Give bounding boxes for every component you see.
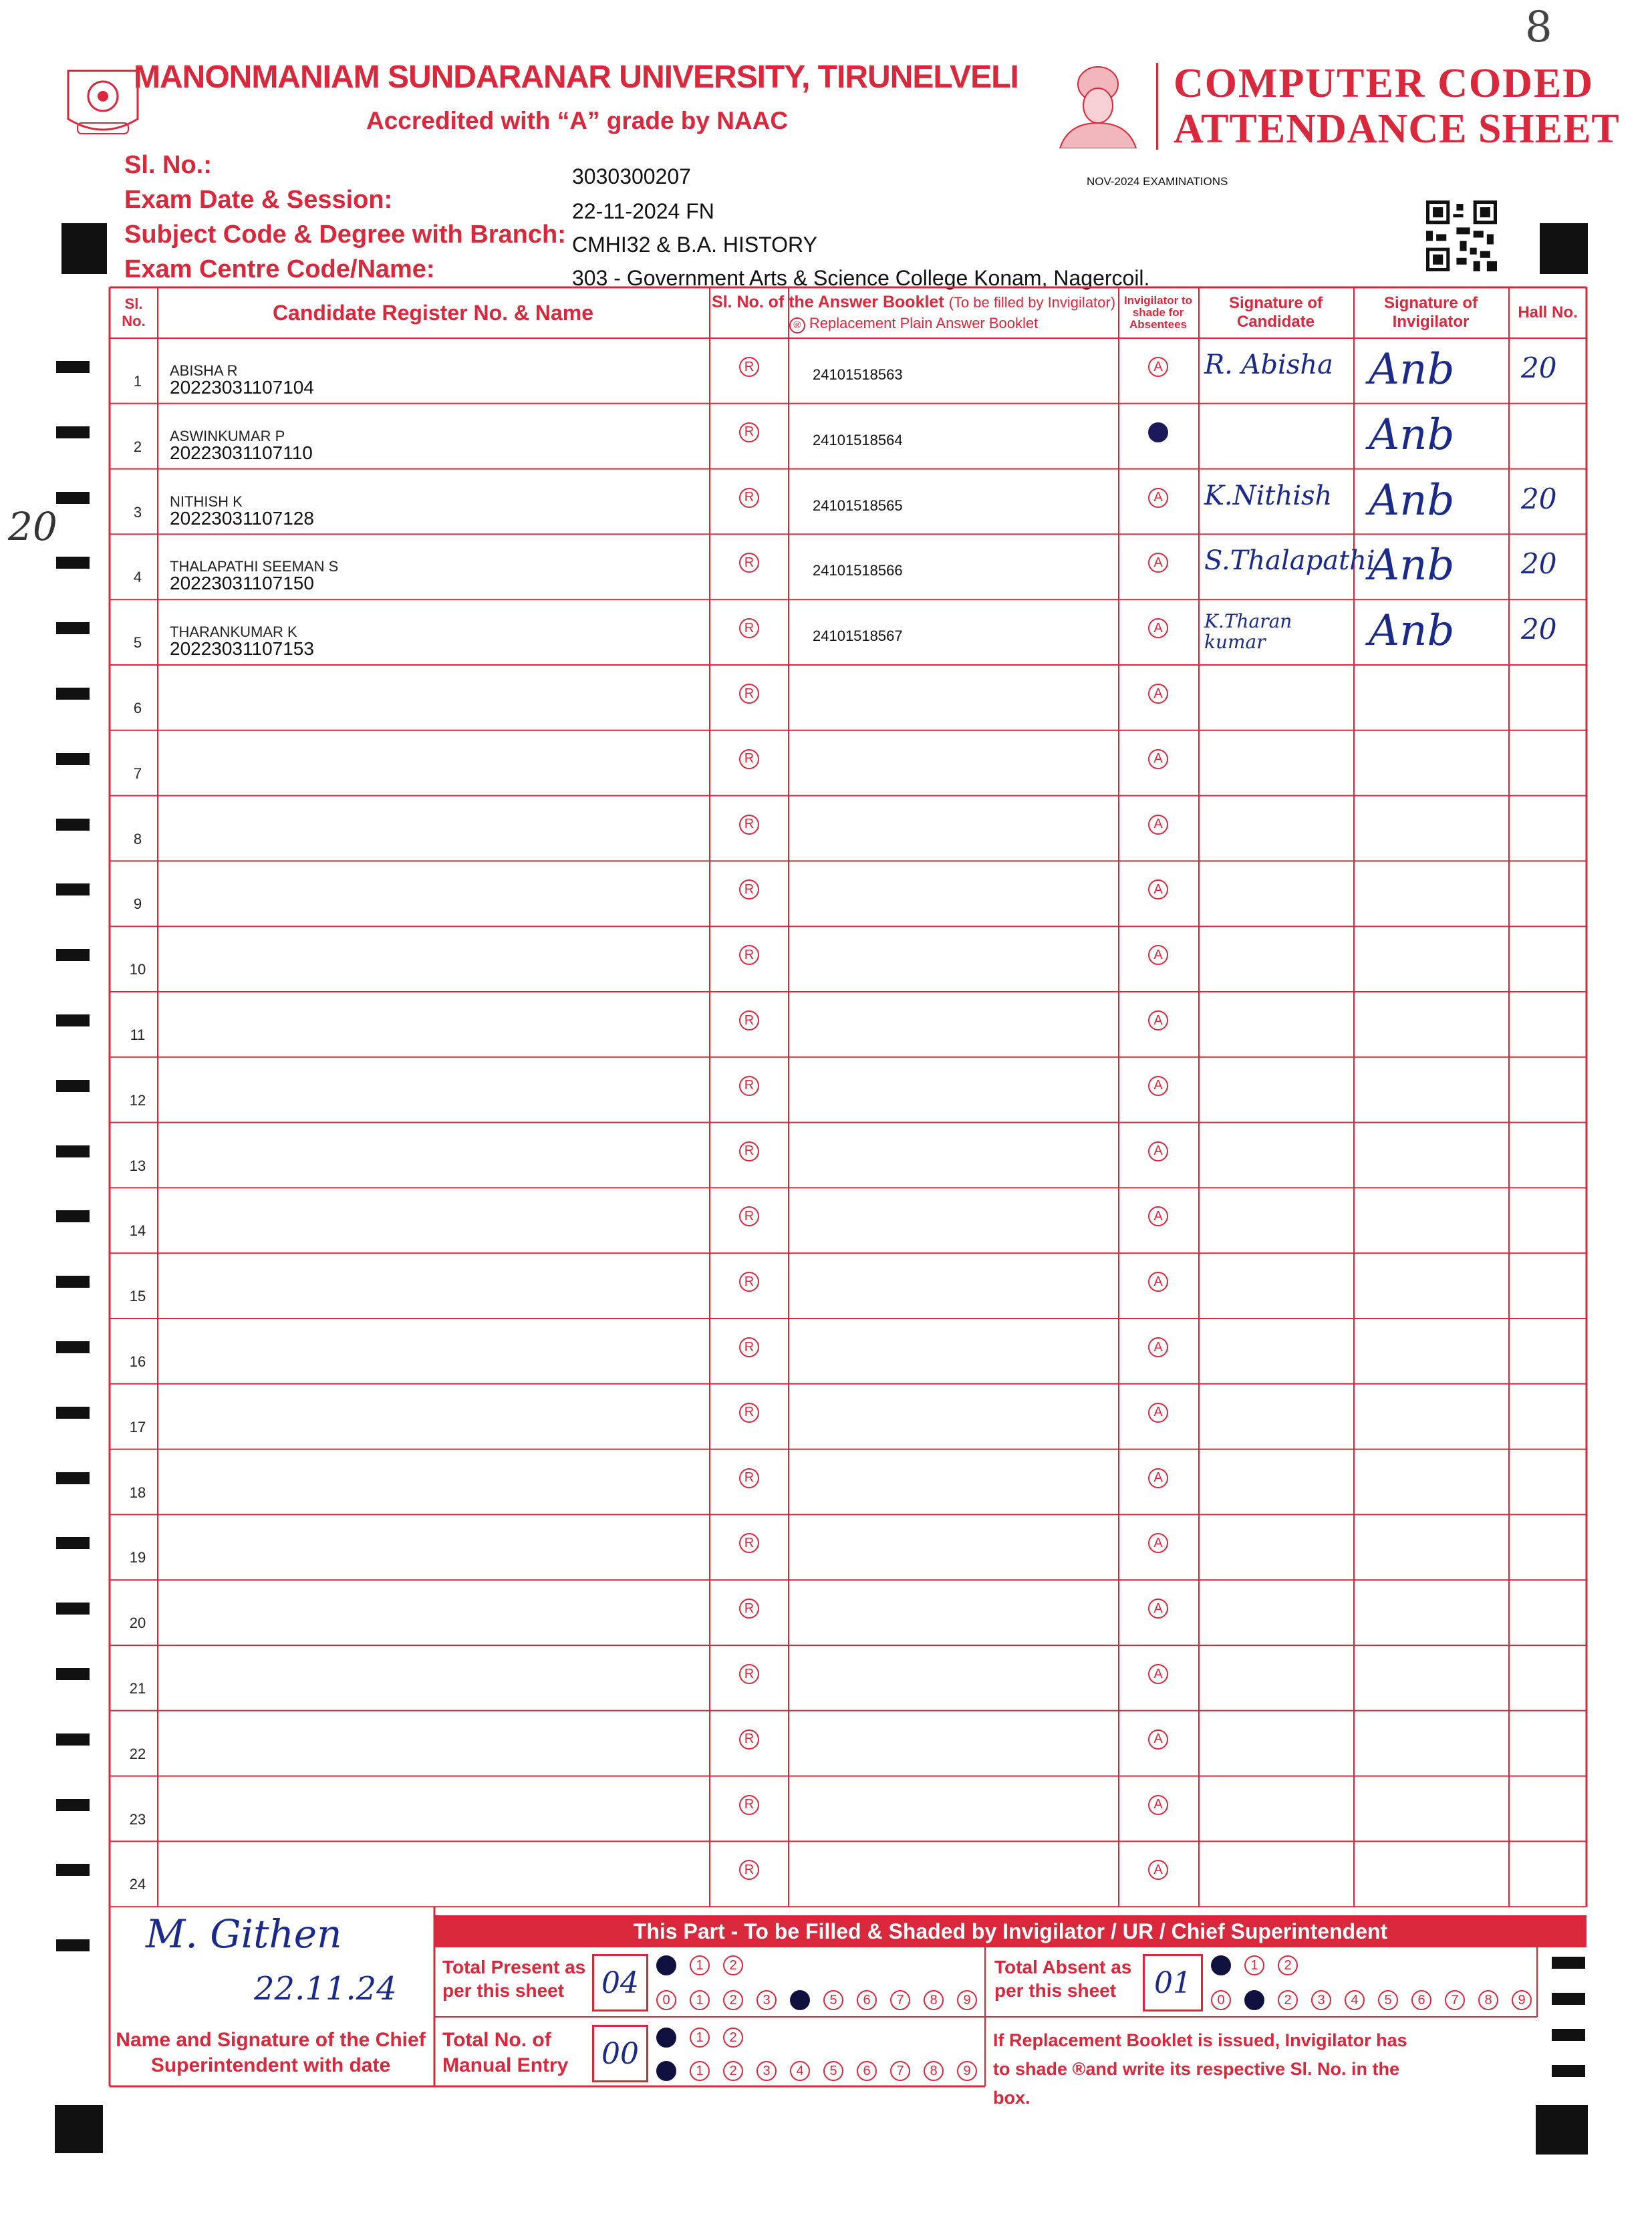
absentee-bubble[interactable]: A — [1148, 1141, 1168, 1161]
replacement-booklet-bubble[interactable]: R — [739, 879, 759, 899]
total-absent-label: Total Absent as per this sheet — [994, 1957, 1132, 2001]
row-number: 17 — [129, 1418, 146, 1435]
absentee-bubble[interactable]: A — [1148, 815, 1168, 835]
absentee-bubble[interactable]: A — [1148, 1860, 1168, 1880]
sheet-title-line1: COMPUTER CODED — [1174, 61, 1595, 106]
answer-booklet-no[interactable]: 24101518565 — [813, 497, 903, 514]
total-present-label: Total Present as per this sheet — [442, 1957, 586, 2001]
manual-units-bubble-2[interactable]: 2 — [723, 2061, 743, 2081]
present-units-bubble-1[interactable]: 1 — [690, 1990, 710, 2010]
absentee-bubble[interactable]: A — [1148, 618, 1168, 638]
row-number: 21 — [129, 1680, 146, 1697]
absentee-bubble[interactable]: A — [1148, 1076, 1168, 1096]
manual-units-bubble-0[interactable]: 0 — [656, 2061, 676, 2081]
manual-units-bubble-1[interactable]: 1 — [690, 2061, 710, 2081]
absent-units-bubble-6[interactable]: 6 — [1411, 1990, 1431, 2010]
replacement-booklet-bubble[interactable]: R — [739, 1468, 759, 1488]
header-booklet — [710, 289, 1117, 337]
chief-signature-date: 22.11.24 — [254, 1970, 397, 2007]
row-number: 11 — [130, 1026, 146, 1043]
row-number: 1 — [133, 373, 142, 390]
row-number: 20 — [129, 1615, 146, 1632]
header-sig-candidate: Signature of Candidate — [1228, 294, 1323, 331]
total-absent-box[interactable] — [1143, 1954, 1203, 2012]
manual-tens-bubble-2[interactable]: 2 — [723, 2028, 743, 2048]
subject-code-value: CMHI32 & B.A. HISTORY — [572, 233, 817, 257]
replacement-booklet-bubble[interactable]: R — [739, 1729, 759, 1750]
candidate-signature: K.Nithish — [1204, 480, 1333, 511]
registered-r-icon: ® — [789, 317, 805, 333]
replacement-booklet-bubble[interactable]: R — [739, 1141, 759, 1161]
replacement-booklet-bubble[interactable]: R — [739, 1795, 759, 1815]
chief-superintendent-label: Name and Signature of the Chief Superintendent with date — [116, 2029, 426, 2076]
candidate-register-no: 20223031107128 — [170, 507, 314, 529]
candidate-name: ABISHA R — [170, 362, 238, 379]
absentee-bubble[interactable]: A — [1148, 1795, 1168, 1815]
candidate-name: ASWINKUMAR P — [170, 427, 285, 444]
exam-date-label: Exam Date & Session: — [124, 186, 393, 214]
row-number: 8 — [133, 830, 142, 847]
answer-booklet-no[interactable]: 24101518566 — [813, 562, 903, 579]
invigilator-signature: Anb — [1369, 475, 1455, 525]
candidate-register-no: 20223031107153 — [170, 638, 314, 660]
present-units-bubble-0[interactable]: 0 — [656, 1990, 676, 2010]
absent-units-bubble-2[interactable]: 2 — [1278, 1990, 1298, 2010]
row-number: 14 — [129, 1222, 146, 1240]
present-units-bubble-5[interactable]: 5 — [823, 1990, 843, 2010]
manual-units-bubble-6[interactable]: 6 — [857, 2061, 877, 2081]
absentee-bubble[interactable]: A — [1148, 1468, 1168, 1488]
replacement-booklet-bubble[interactable]: R — [739, 422, 759, 442]
replacement-booklet-bubble[interactable]: R — [739, 553, 759, 573]
subject-code-label: Subject Code & Degree with Branch: — [124, 221, 566, 249]
replacement-note: If Replacement Booklet is issued, Invigilator has to shade ®and write its respective Sl. No. in the box. — [993, 2030, 1407, 2108]
row-number: 13 — [129, 1157, 146, 1174]
header-booklet-note: (To be filled by Invigilator) — [948, 294, 1116, 311]
replacement-booklet-bubble[interactable]: R — [739, 1664, 759, 1684]
answer-booklet-no[interactable]: 24101518567 — [813, 628, 903, 645]
absent-units-bubble-7[interactable]: 7 — [1445, 1990, 1465, 2010]
header-booklet-main: Sl. No. of the Answer Booklet — [711, 293, 944, 311]
absentee-bubble[interactable]: A — [1148, 1533, 1168, 1553]
row-number: 4 — [133, 569, 142, 586]
absentee-bubble[interactable]: A — [1148, 488, 1168, 508]
present-units-bubble-6[interactable]: 6 — [857, 1990, 877, 2010]
absentee-bubble[interactable]: A — [1148, 357, 1168, 377]
accreditation-text: Accredited with “A” grade by NAAC — [366, 107, 789, 134]
row-number: 10 — [129, 961, 146, 978]
replacement-booklet-bubble[interactable]: R — [739, 1599, 759, 1619]
present-tens-bubble-0[interactable]: 0 — [656, 1955, 676, 1975]
present-units-bubble-8[interactable]: 8 — [924, 1990, 944, 2010]
absentee-bubble[interactable]: A — [1148, 1664, 1168, 1684]
total-absent-value: 01 — [1154, 1965, 1192, 2000]
present-units-bubble-7[interactable]: 7 — [890, 1990, 910, 2010]
replacement-booklet-bubble[interactable]: R — [739, 488, 759, 508]
row-number: 24 — [129, 1876, 146, 1893]
manual-units-bubble-7[interactable]: 7 — [890, 2061, 910, 2081]
row-number: 9 — [133, 895, 142, 913]
row-number: 23 — [129, 1810, 146, 1828]
header-hall-no: Hall No. — [1518, 303, 1578, 321]
manual-entry-value: 00 — [601, 2036, 639, 2071]
manual-units-bubble-3[interactable]: 3 — [756, 2061, 777, 2081]
absentee-bubble[interactable]: A — [1148, 1599, 1168, 1619]
corner-page-mark: 8 — [1525, 3, 1552, 52]
chief-signature-name: M. Githen — [146, 1911, 342, 1957]
university-name: MANONMANIAM SUNDARANAR UNIVERSITY, TIRUNELVELI — [134, 59, 1018, 95]
absentee-bubble[interactable]: A — [1148, 945, 1168, 965]
absentee-bubble[interactable]: A — [1148, 1010, 1168, 1030]
footer-banner-text: This Part - To be Filled & Shaded by Invigilator / UR / Chief Superintendent — [633, 1919, 1388, 1943]
header-booklet-sub: Replacement Plain Answer Booklet — [809, 315, 1039, 331]
absent-units-bubble-0[interactable]: 0 — [1211, 1990, 1231, 2010]
absent-units-bubble-3[interactable]: 3 — [1311, 1990, 1331, 2010]
manual-units-bubble-4[interactable]: 4 — [790, 2061, 810, 2081]
replacement-booklet-bubble[interactable]: R — [739, 749, 759, 769]
present-units-bubble-9[interactable]: 9 — [957, 1990, 977, 2010]
absent-units-bubble-9[interactable]: 9 — [1512, 1990, 1532, 2010]
invigilator-signature: Anb — [1369, 410, 1455, 460]
replacement-booklet-bubble[interactable]: R — [739, 1860, 759, 1880]
replacement-booklet-bubble[interactable]: R — [739, 1272, 759, 1292]
replacement-booklet-bubble[interactable]: R — [739, 1010, 759, 1030]
present-units-bubble-3[interactable]: 3 — [756, 1990, 777, 2010]
row-number: 2 — [133, 438, 142, 455]
manual-units-bubble-9[interactable]: 9 — [957, 2061, 977, 2081]
candidate-signature: K.Tharan kumar — [1204, 610, 1292, 653]
candidate-name: THARANKUMAR K — [170, 624, 297, 641]
absentee-bubble[interactable]: A — [1148, 1337, 1168, 1357]
manual-tens-bubble-1[interactable]: 1 — [690, 2028, 710, 2048]
replacement-booklet-bubble[interactable]: R — [739, 1206, 759, 1226]
manual-entry-box[interactable] — [592, 2025, 648, 2082]
manual-units-bubble-8[interactable]: 8 — [924, 2061, 944, 2081]
header-sl-no: Sl. No. — [122, 295, 146, 329]
absentee-bubble[interactable] — [1148, 422, 1168, 442]
absent-tens-bubble-1[interactable]: 1 — [1244, 1955, 1264, 1975]
header-sig-invigilator: Signature of Invigilator — [1383, 294, 1478, 331]
manual-entry-label: Total No. of Manual Entry — [442, 2029, 569, 2076]
candidate-register-no: 20223031107110 — [170, 442, 313, 463]
row-number: 12 — [129, 1091, 146, 1109]
absent-tens-bubble-0[interactable]: 0 — [1211, 1955, 1231, 1975]
header-candidate: Candidate Register No. & Name — [272, 300, 594, 325]
row-number: 5 — [133, 634, 142, 652]
present-units-bubble-4[interactable]: 4 — [790, 1990, 810, 2010]
replacement-booklet-bubble[interactable]: R — [739, 1076, 759, 1096]
candidate-signature: S.Thalapathi — [1204, 545, 1375, 577]
present-tens-bubble-1[interactable]: 1 — [690, 1955, 710, 1975]
exam-centre-label: Exam Centre Code/Name: — [124, 255, 435, 283]
absent-units-bubble-1[interactable]: 1 — [1244, 1990, 1264, 2010]
absentee-bubble[interactable]: A — [1148, 553, 1168, 573]
exams-tag: NOV-2024 EXAMINATIONS — [1087, 175, 1228, 188]
candidate-name: THALAPATHI SEEMAN S — [170, 558, 339, 575]
footer-banner — [434, 1915, 1587, 1947]
replacement-booklet-bubble[interactable]: R — [739, 1403, 759, 1423]
absent-tens-bubble-2[interactable]: 2 — [1278, 1955, 1298, 1975]
replacement-booklet-bubble[interactable]: R — [739, 945, 759, 965]
absentee-bubble[interactable]: A — [1148, 1206, 1168, 1226]
invigilator-signature: Anb — [1369, 541, 1455, 591]
row-number: 15 — [129, 1288, 146, 1305]
absent-units-bubble-5[interactable]: 5 — [1378, 1990, 1398, 2010]
replacement-booklet-bubble[interactable]: R — [739, 357, 759, 377]
replacement-booklet-bubble[interactable]: R — [739, 815, 759, 835]
row-number: 16 — [129, 1353, 146, 1370]
absentee-bubble[interactable]: A — [1148, 1729, 1168, 1750]
answer-booklet-no[interactable]: 24101518564 — [813, 431, 903, 448]
row-number: 7 — [133, 765, 142, 782]
hall-number: 20 — [1521, 482, 1557, 515]
row-number: 6 — [133, 700, 142, 716]
row-number: 18 — [129, 1484, 146, 1501]
sheet-title-line2: ATTENDANCE SHEET — [1174, 106, 1620, 152]
sl-no-label: Sl. No.: — [124, 151, 212, 179]
answer-booklet-no[interactable]: 24101518563 — [813, 366, 903, 383]
absentee-bubble[interactable]: A — [1148, 1272, 1168, 1292]
hall-number: 20 — [1521, 547, 1557, 581]
candidate-name: NITHISH K — [170, 493, 243, 510]
absent-units-bubble-8[interactable]: 8 — [1478, 1990, 1498, 2010]
margin-mark: 20 — [8, 504, 57, 549]
manual-units-bubble-5[interactable]: 5 — [823, 2061, 843, 2081]
replacement-booklet-bubble[interactable]: R — [739, 1533, 759, 1553]
present-units-bubble-2[interactable]: 2 — [723, 1990, 743, 2010]
absentee-bubble[interactable]: A — [1148, 684, 1168, 704]
exam-centre-value: 303 - Government Arts & Science College Konam, Nagercoil. — [572, 266, 1150, 290]
invigilator-signature: Anb — [1369, 345, 1455, 394]
absentee-bubble[interactable]: A — [1148, 879, 1168, 899]
header-invig-shade: Invigilator to shade for Absentees — [1124, 294, 1192, 331]
absent-units-bubble-4[interactable]: 4 — [1345, 1990, 1365, 2010]
hall-number: 20 — [1521, 613, 1557, 646]
replacement-booklet-bubble[interactable]: R — [739, 684, 759, 704]
replacement-booklet-bubble[interactable]: R — [739, 1337, 759, 1357]
replacement-booklet-bubble[interactable]: R — [739, 618, 759, 638]
invigilator-signature: Anb — [1369, 606, 1455, 656]
absentee-bubble[interactable]: A — [1148, 749, 1168, 769]
candidate-signature: R. Abisha — [1204, 350, 1333, 380]
candidate-register-no: 20223031107150 — [170, 573, 314, 594]
hall-number: 20 — [1521, 352, 1557, 384]
present-tens-bubble-2[interactable]: 2 — [723, 1955, 743, 1975]
candidate-register-no: 20223031107104 — [170, 377, 314, 398]
row-number: 22 — [129, 1745, 146, 1762]
manual-tens-bubble-0[interactable]: 0 — [656, 2028, 676, 2048]
sl-no-value: 3030300207 — [572, 164, 691, 188]
absentee-bubble[interactable]: A — [1148, 1403, 1168, 1423]
exam-date-value: 22-11-2024 FN — [572, 199, 714, 223]
total-present-value: 04 — [601, 1965, 639, 2000]
total-present-box[interactable] — [592, 1954, 648, 2012]
row-number: 19 — [129, 1549, 146, 1566]
row-number: 3 — [133, 503, 142, 521]
